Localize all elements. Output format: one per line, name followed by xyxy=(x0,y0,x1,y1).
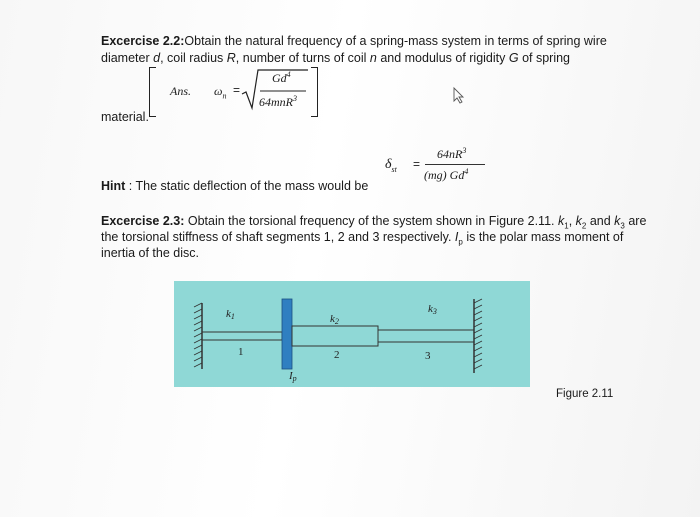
hint-label: Hint xyxy=(101,179,126,193)
ex22-line1 xyxy=(101,33,607,49)
var-R: R xyxy=(226,51,236,65)
ans-den-exp: 3 xyxy=(293,94,297,103)
ex23-text1b: are xyxy=(624,214,647,228)
var-d: d xyxy=(153,51,161,65)
ans-num: Gd xyxy=(272,71,287,85)
answer-bracket-left xyxy=(149,67,156,117)
hint-num: 64nR xyxy=(437,147,463,161)
hint-denominator xyxy=(424,167,468,183)
figure-background xyxy=(174,281,530,387)
label-seg3: 3 xyxy=(425,350,431,362)
answer-bracket-right xyxy=(311,67,318,117)
hint-equals: = xyxy=(413,157,421,171)
hint-den-exp: 4 xyxy=(464,167,469,176)
material-word: material. xyxy=(101,110,149,124)
delta-sub: st xyxy=(391,164,397,174)
ex23-Ip: I xyxy=(454,230,459,244)
label-seg1: 1 xyxy=(238,346,244,358)
ex23-title: Excercise 2.3: xyxy=(101,214,185,228)
ex23-k3-sub: 3 xyxy=(620,221,625,231)
answer-equals: = xyxy=(233,83,241,97)
omega: ω xyxy=(214,84,223,98)
label-seg2: 2 xyxy=(334,349,340,361)
ans-num-exp: 4 xyxy=(286,70,291,79)
ex22-text2c: , number of turns of coil xyxy=(235,51,370,65)
label-ip: Ip xyxy=(289,370,297,383)
label-k1: k1 xyxy=(226,308,235,321)
ex23-text1a: Obtain the torsional frequency of the system shown in Figure 2.11. xyxy=(184,214,558,228)
ex22-title: Excercise 2.2: xyxy=(101,34,185,48)
ex23-k3: k xyxy=(614,214,621,228)
ex22-text2e: of spring xyxy=(518,51,571,65)
ans-text: Ans xyxy=(170,84,188,98)
ex23-k1-sub: 1 xyxy=(564,221,569,231)
omega-sub: n xyxy=(222,91,227,101)
delta-symbol xyxy=(385,157,397,174)
answer-label xyxy=(170,84,191,99)
hint-num-exp: 3 xyxy=(462,146,467,155)
ex23-Ip-sub: p xyxy=(458,237,463,247)
ex23-and: and xyxy=(586,214,615,228)
ex23-comma: , xyxy=(568,214,576,228)
var-G: G xyxy=(508,51,519,65)
omega-symbol xyxy=(214,84,226,100)
hint-line xyxy=(101,178,368,194)
ex23-text2b: is the polar mass moment of xyxy=(462,230,624,244)
hint-den: (mg) Gd xyxy=(424,168,465,182)
label-k2: k2 xyxy=(330,313,339,326)
var-n: n xyxy=(369,51,377,65)
cursor-arrow-icon xyxy=(448,86,468,106)
ex22-text1: Obtain the natural frequency of a spring-mass system in terms of spring wire xyxy=(184,34,607,48)
delta: δ xyxy=(385,157,392,172)
hint-fraction-line xyxy=(425,164,485,165)
ans-den: 64mnR xyxy=(259,95,293,109)
answer-numerator xyxy=(272,70,291,86)
figure-caption: Figure 2.11 xyxy=(556,388,614,400)
ex23-text2a: the torsional stiffness of shaft segments 1, 2 and 3 respectively. xyxy=(101,230,455,244)
label-k3: k3 xyxy=(428,303,437,316)
ex23-line3: inertia of the disc. xyxy=(101,246,199,260)
ex23-k2-sub: 2 xyxy=(581,221,587,231)
disc xyxy=(282,299,292,369)
ans-dot: . xyxy=(188,84,191,98)
hint-text: : The static deflection of the mass would be xyxy=(125,179,369,193)
answer-denominator xyxy=(259,94,297,110)
ex23-k2: k xyxy=(575,214,582,228)
ex22-text2d: and modulus of rigidity xyxy=(376,51,509,65)
hint-numerator xyxy=(437,146,466,162)
ex22-text2b: , coil radius xyxy=(160,51,227,65)
ex22-line2 xyxy=(101,50,570,66)
ex22-text2a: diameter xyxy=(101,51,154,65)
figure-2-11 xyxy=(174,281,530,387)
ex23-k1: k xyxy=(557,214,565,228)
